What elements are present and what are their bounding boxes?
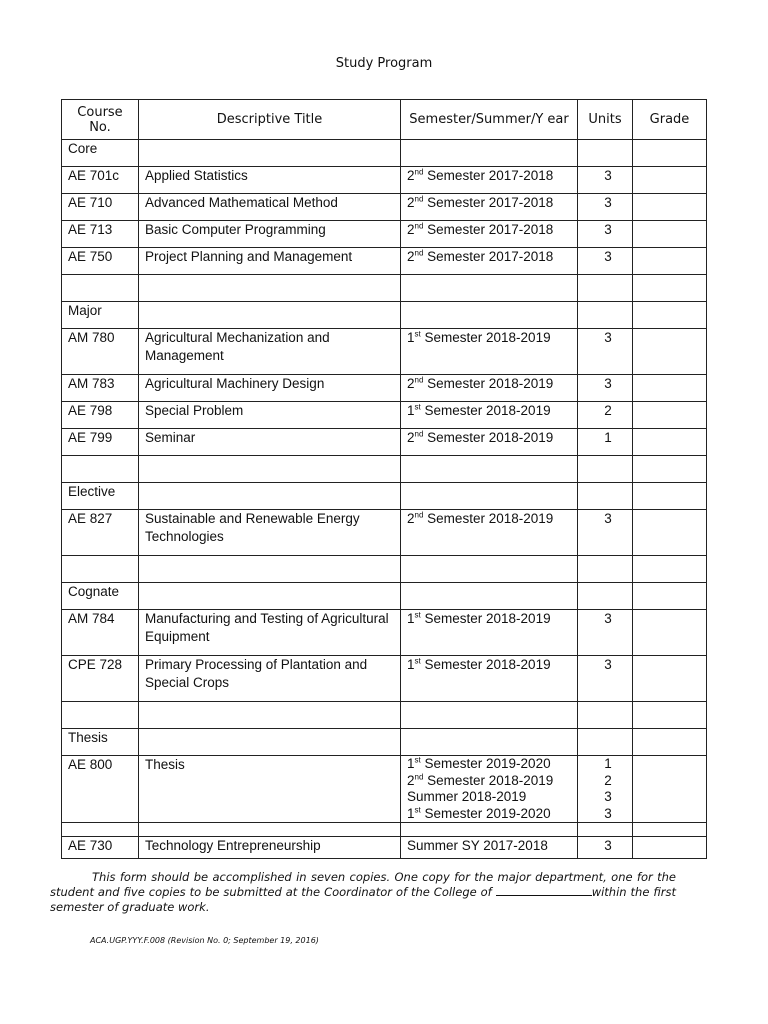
college-blank-line [496,885,592,896]
grade-cell [633,837,707,859]
semester-ordinal: nd [414,429,424,439]
section-label: Major [62,302,139,329]
table-row [62,510,707,556]
course-title: Special Problem [139,402,401,429]
grade-cell [633,402,707,429]
course-semester [401,248,578,275]
course-code: AM 783 [62,375,139,402]
table-row [62,375,707,402]
course-code: AM 784 [62,610,139,656]
course-units: 2 [578,402,633,429]
course-title: Applied Statistics [139,167,401,194]
course-code: AE 799 [62,429,139,456]
semester-text: Semester 2018-2019 [423,772,554,788]
grade-cell [633,510,707,556]
header-grade: Grade [633,100,707,140]
section-label: Core [62,140,139,167]
thesis-unit: 2 [604,772,612,788]
semester-text: Summer 2018-2019 [407,789,527,804]
thesis-term [407,773,577,790]
course-units: 3 [578,248,633,275]
course-units: 3 [578,329,633,375]
table-row [62,194,707,221]
semester-text: Semester 2018-2019 [420,657,551,672]
semester-ordinal: nd [414,510,424,520]
course-units: 3 [578,194,633,221]
course-title: Thesis [139,756,401,823]
table-row [62,167,707,194]
semester-number: 2 [407,195,415,210]
course-code: AE 730 [62,837,139,859]
grade-cell [633,167,707,194]
table-row [62,656,707,702]
instructions-text: This form should be accomplished in seven copies. One copy for the major department, one for the student and five copies to be submitted at the Coordinator of the College of [50,870,676,899]
thesis-unit: 3 [604,789,612,804]
course-units: 3 [578,656,633,702]
semester-number: 2 [407,249,415,264]
section-row-thesis [62,729,707,756]
section-label: Thesis [62,729,139,756]
semester-text: Semester 2017-2018 [423,195,554,210]
thesis-unit: 3 [604,805,612,821]
semester-number: 2 [407,376,415,391]
semester-number: 2 [407,430,415,445]
course-code: AE 713 [62,221,139,248]
table-row [62,248,707,275]
semester-number: 2 [407,222,415,237]
semester-text: Semester 2017-2018 [423,222,554,237]
thesis-unit: 1 [604,756,612,771]
course-title: Advanced Mathematical Method [139,194,401,221]
instructions-text-end: within the first semester of graduate work. [50,885,676,914]
blank-row [62,275,707,302]
table-row [62,221,707,248]
course-title: Primary Processing of Plantation and Special Crops [139,656,401,702]
blank-row [62,556,707,583]
course-title: Agricultural Mechanization and Management [139,329,401,375]
thesis-term [407,806,577,823]
semester-number: 2 [407,772,415,788]
semester-number: 1 [407,403,415,418]
blank-row [62,456,707,483]
course-code: CPE 728 [62,656,139,702]
thesis-units [578,756,633,823]
course-units: 3 [578,510,633,556]
header-course-no: Course No. [62,100,139,140]
revision-code: ACA.UGP.YYY.F.008 (Revision No. 0; September 19, 2016) [90,936,319,945]
course-semester [401,656,578,702]
section-row-elective [62,483,707,510]
course-semester [401,221,578,248]
semester-text: Semester 2019-2020 [420,805,551,821]
semester-text: Semester 2019-2020 [420,756,551,771]
header-semester: Semester/Summer/Y ear [401,100,578,140]
course-units: 3 [578,167,633,194]
semester-text: Semester 2018-2019 [420,330,551,345]
semester-text: Semester 2018-2019 [423,430,554,445]
blank-row [62,823,707,837]
semester-ordinal: st [414,656,421,666]
course-code: AE 750 [62,248,139,275]
semester-ordinal: nd [414,375,424,385]
grade-cell [633,375,707,402]
course-semester [401,375,578,402]
course-title: Seminar [139,429,401,456]
course-semester [401,194,578,221]
grade-cell [633,221,707,248]
course-semester: Summer SY 2017-2018 [401,837,578,859]
semester-ordinal: nd [414,772,424,781]
table-row [62,429,707,456]
course-title: Technology Entrepreneurship [139,837,401,859]
semester-text: Semester 2018-2019 [420,611,551,626]
semester-number: 1 [407,657,415,672]
course-units: 3 [578,610,633,656]
semester-number: 1 [407,611,415,626]
course-title: Agricultural Machinery Design [139,375,401,402]
semester-text: Semester 2018-2019 [420,403,551,418]
course-code: AM 780 [62,329,139,375]
course-title: Basic Computer Programming [139,221,401,248]
grade-cell [633,610,707,656]
semester-ordinal: nd [414,221,424,231]
course-code: AE 798 [62,402,139,429]
course-semester [401,402,578,429]
semester-ordinal: st [414,329,421,339]
section-label: Elective [62,483,139,510]
grade-cell [633,248,707,275]
semester-ordinal: st [414,805,421,814]
blank-row [62,702,707,729]
semester-number: 1 [407,756,415,771]
header-row [62,100,707,140]
grade-cell [633,656,707,702]
semester-text: Semester 2018-2019 [423,376,554,391]
section-row-cognate [62,583,707,610]
section-label: Cognate [62,583,139,610]
course-semester [401,510,578,556]
page-title: Study Program [335,56,433,71]
thesis-term [407,756,577,773]
course-units: 3 [578,375,633,402]
section-row-major [62,302,707,329]
semester-text: Semester 2018-2019 [423,511,554,526]
semester-ordinal: nd [414,248,424,258]
course-units: 3 [578,221,633,248]
course-code: AE 827 [62,510,139,556]
semester-ordinal: st [414,402,421,412]
study-program-table [61,99,707,859]
grade-cell [633,756,707,823]
table-row [62,329,707,375]
semester-ordinal: nd [414,194,424,204]
table-row [62,610,707,656]
course-title: Sustainable and Renewable Energy Technologies [139,510,401,556]
table-row [62,837,707,859]
header-title: Descriptive Title [139,100,401,140]
grade-cell [633,329,707,375]
table-row [62,402,707,429]
course-units: 1 [578,429,633,456]
semester-text: Semester 2017-2018 [423,249,554,264]
grade-cell [633,429,707,456]
semester-ordinal: st [414,610,421,620]
semester-number: 1 [407,330,415,345]
semester-number: 2 [407,168,415,183]
course-semester [401,167,578,194]
course-semester [401,429,578,456]
thesis-row [62,756,707,823]
section-row-core [62,140,707,167]
thesis-term [407,789,577,806]
course-code: AE 701c [62,167,139,194]
thesis-terms [401,756,578,823]
course-title: Project Planning and Management [139,248,401,275]
header-units: Units [578,100,633,140]
course-semester [401,610,578,656]
course-code: AE 800 [62,756,139,823]
semester-number: 2 [407,511,415,526]
course-units: 3 [578,837,633,859]
semester-ordinal: nd [414,167,424,177]
grade-cell [633,194,707,221]
course-code: AE 710 [62,194,139,221]
semester-ordinal: st [414,755,421,765]
semester-text: Semester 2017-2018 [423,168,554,183]
course-semester [401,329,578,375]
course-title: Manufacturing and Testing of Agricultural Equipment [139,610,401,656]
semester-number: 1 [407,805,415,821]
instructions-note [50,870,676,915]
